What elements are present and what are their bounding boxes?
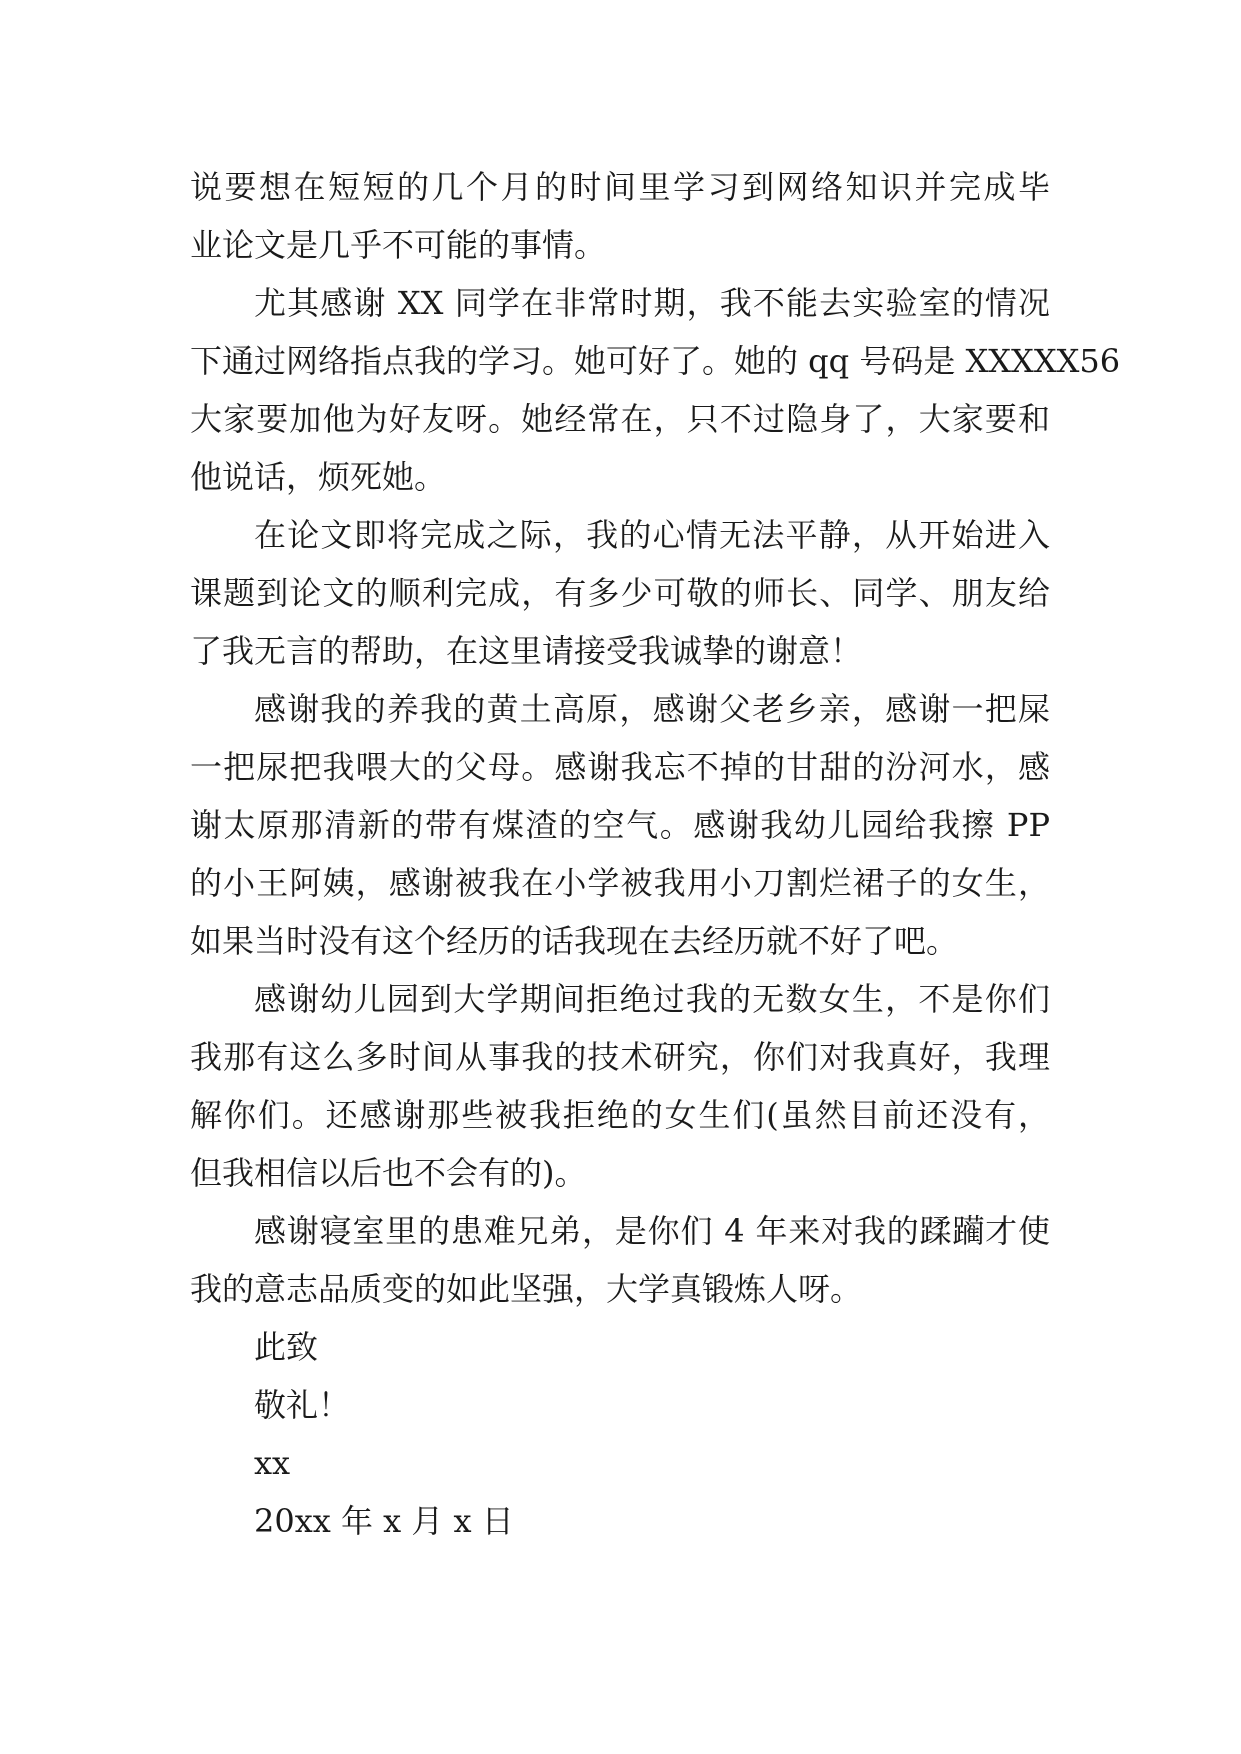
text-line: 但我相信以后也不会有的)。 <box>190 1154 587 1192</box>
text-line: 尤其感谢 XX 同学在非常时期，我不能去实验室的情况 <box>254 284 1050 322</box>
paragraph-2 <box>190 274 1121 506</box>
text-line: 如果当时没有这个经历的话我现在去经历就不好了吧。 <box>190 922 959 960</box>
paragraph-3 <box>190 506 1050 680</box>
text-line: 感谢幼儿园到大学期间拒绝过我的无数女生，不是你们 <box>254 980 1050 1018</box>
text-line: 下通过网络指点我的学习。她可好了。她的 qq 号码是 XXXXX56 <box>190 342 1121 380</box>
paragraph-1 <box>190 158 1050 274</box>
salutation-line-2: 敬礼！ <box>254 1386 351 1424</box>
text-line: 在论文即将完成之际，我的心情无法平静，从开始进入 <box>254 516 1050 554</box>
text-line: 谢太原那清新的带有煤渣的空气。感谢我幼儿园给我擦 PP <box>190 806 1050 844</box>
letter-body <box>190 158 1121 1550</box>
text-line: 业论文是几乎不可能的事情。 <box>190 226 607 264</box>
text-line: 感谢寝室里的患难兄弟，是你们 4 年来对我的蹂躏才使 <box>254 1212 1050 1250</box>
paragraph-6 <box>190 1202 1050 1318</box>
paragraph-5 <box>190 970 1050 1202</box>
text-line: 课题到论文的顺利完成，有多少可敬的师长、同学、朋友给 <box>190 574 1050 612</box>
text-line: 的小王阿姨，感谢被我在小学被我用小刀割烂裙子的女生， <box>190 864 1050 902</box>
text-line: 了我无言的帮助，在这里请接受我诚挚的谢意！ <box>190 632 863 670</box>
text-line: 他说话，烦死她。 <box>190 458 447 496</box>
text-line: 解你们。还感谢那些被我拒绝的女生们(虽然目前还没有， <box>190 1096 1050 1134</box>
text-line: 我那有这么多时间从事我的技术研究，你们对我真好，我理 <box>190 1038 1050 1076</box>
salutation-line-1: 此致 <box>254 1328 319 1366</box>
letter-closing <box>190 1318 1050 1550</box>
text-line: 说要想在短短的几个月的时间里学习到网络知识并完成毕 <box>190 168 1050 206</box>
text-line: 一把尿把我喂大的父母。感谢我忘不掉的甘甜的汾河水，感 <box>190 748 1050 786</box>
paragraph-4 <box>190 680 1050 970</box>
text-line: 我的意志品质变的如此坚强，大学真锻炼人呀。 <box>190 1270 863 1308</box>
text-line: 大家要加他为好友呀。她经常在，只不过隐身了，大家要和 <box>190 400 1050 438</box>
letter-date: 20xx 年 x 月 x 日 <box>254 1502 514 1540</box>
text-line: 感谢我的养我的黄土高原，感谢父老乡亲，感谢一把屎 <box>254 690 1050 728</box>
signature: xx <box>254 1444 291 1482</box>
